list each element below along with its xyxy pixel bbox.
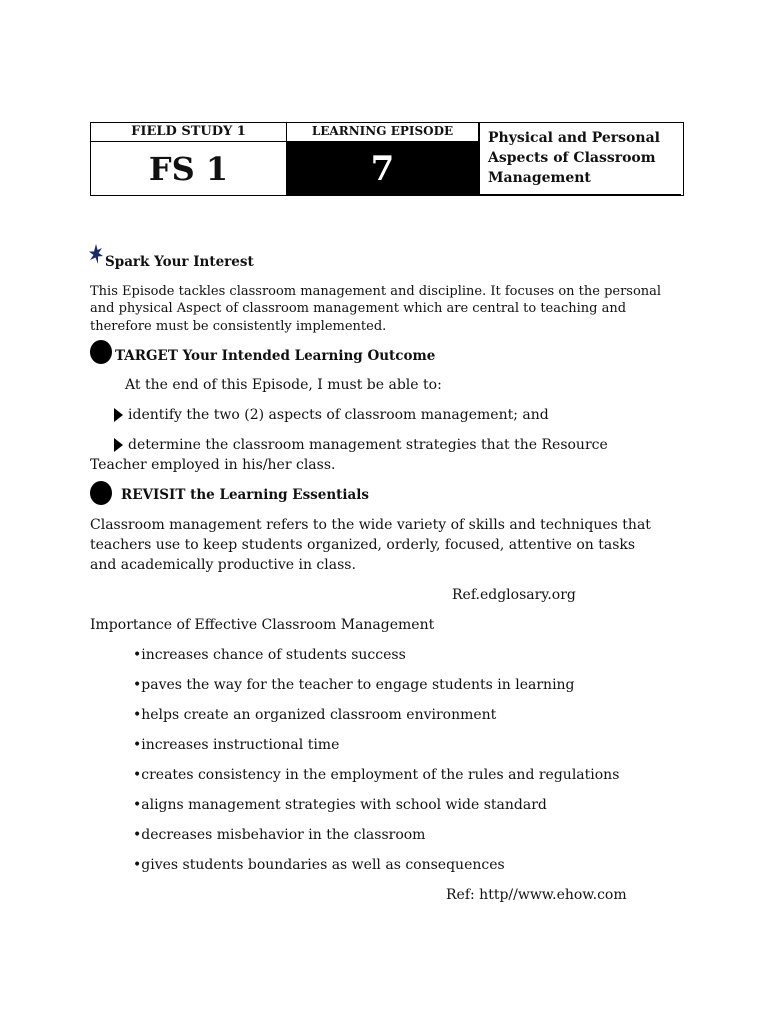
target-circle-icon: [90, 340, 112, 364]
spark-star-icon: [89, 244, 103, 264]
spark-text-line-3: therefore must be consistently implemented.: [90, 319, 387, 334]
episode-title-line-1: Physical and Personal: [488, 130, 660, 146]
reference-1: Ref.edglosary.org: [452, 587, 576, 603]
target-heading: TARGET Your Intended Learning Outcome: [115, 348, 436, 364]
episode-number: 7: [286, 141, 479, 196]
list-item: •increases instructional time: [133, 737, 340, 753]
list-item: •creates consistency in the employment of the rules and regulations: [133, 767, 620, 783]
header-shadow-rule: [392, 194, 681, 196]
spark-heading: Spark Your Interest: [105, 254, 254, 270]
target-intro: At the end of this Episode, I must be able to:: [125, 377, 442, 393]
list-item: •paves the way for the teacher to engage students in learning: [133, 677, 575, 693]
revisit-text-line-3: and academically productive in class.: [90, 557, 356, 573]
episode-title-line-3: Management: [488, 170, 591, 186]
episode-title: [479, 122, 684, 196]
importance-heading: Importance of Effective Classroom Management: [90, 617, 435, 633]
list-item: •aligns management strategies with school wide standard: [133, 797, 547, 813]
target-item-2-line-1: determine the classroom management strategies that the Resource: [128, 437, 608, 453]
reference-2: Ref: http//www.ehow.com: [446, 887, 627, 903]
learning-episode-label: LEARNING EPISODE: [286, 122, 479, 142]
list-item: •helps create an organized classroom environment: [133, 707, 497, 723]
target-item-1: identify the two (2) aspects of classroom management; and: [128, 407, 549, 423]
list-item: •decreases misbehavior in the classroom: [133, 827, 426, 843]
revisit-text-line-1: Classroom management refers to the wide variety of skills and techniques that: [90, 517, 651, 533]
list-item: •increases chance of students success: [133, 647, 406, 663]
triangle-right-icon: [114, 438, 123, 452]
revisit-text-line-2: teachers use to keep students organized, orderly, focused, attentive on tasks: [90, 537, 636, 553]
revisit-circle-icon: [90, 481, 112, 505]
target-item-2-line-2: Teacher employed in his/her class.: [90, 457, 336, 473]
list-item: •gives students boundaries as well as consequences: [133, 857, 505, 873]
spark-text-line-1: This Episode tackles classroom management and discipline. It focuses on the personal: [90, 284, 662, 299]
fs-code: FS 1: [90, 141, 287, 196]
triangle-right-icon: [114, 408, 123, 422]
episode-title-line-2: Aspects of Classroom: [488, 150, 656, 166]
episode-header-table: [90, 122, 684, 196]
field-study-label: FIELD STUDY 1: [90, 122, 287, 142]
revisit-heading: REVISIT the Learning Essentials: [121, 487, 370, 503]
spark-text-line-2: and physical Aspect of classroom management which are central to teaching and: [90, 301, 627, 316]
